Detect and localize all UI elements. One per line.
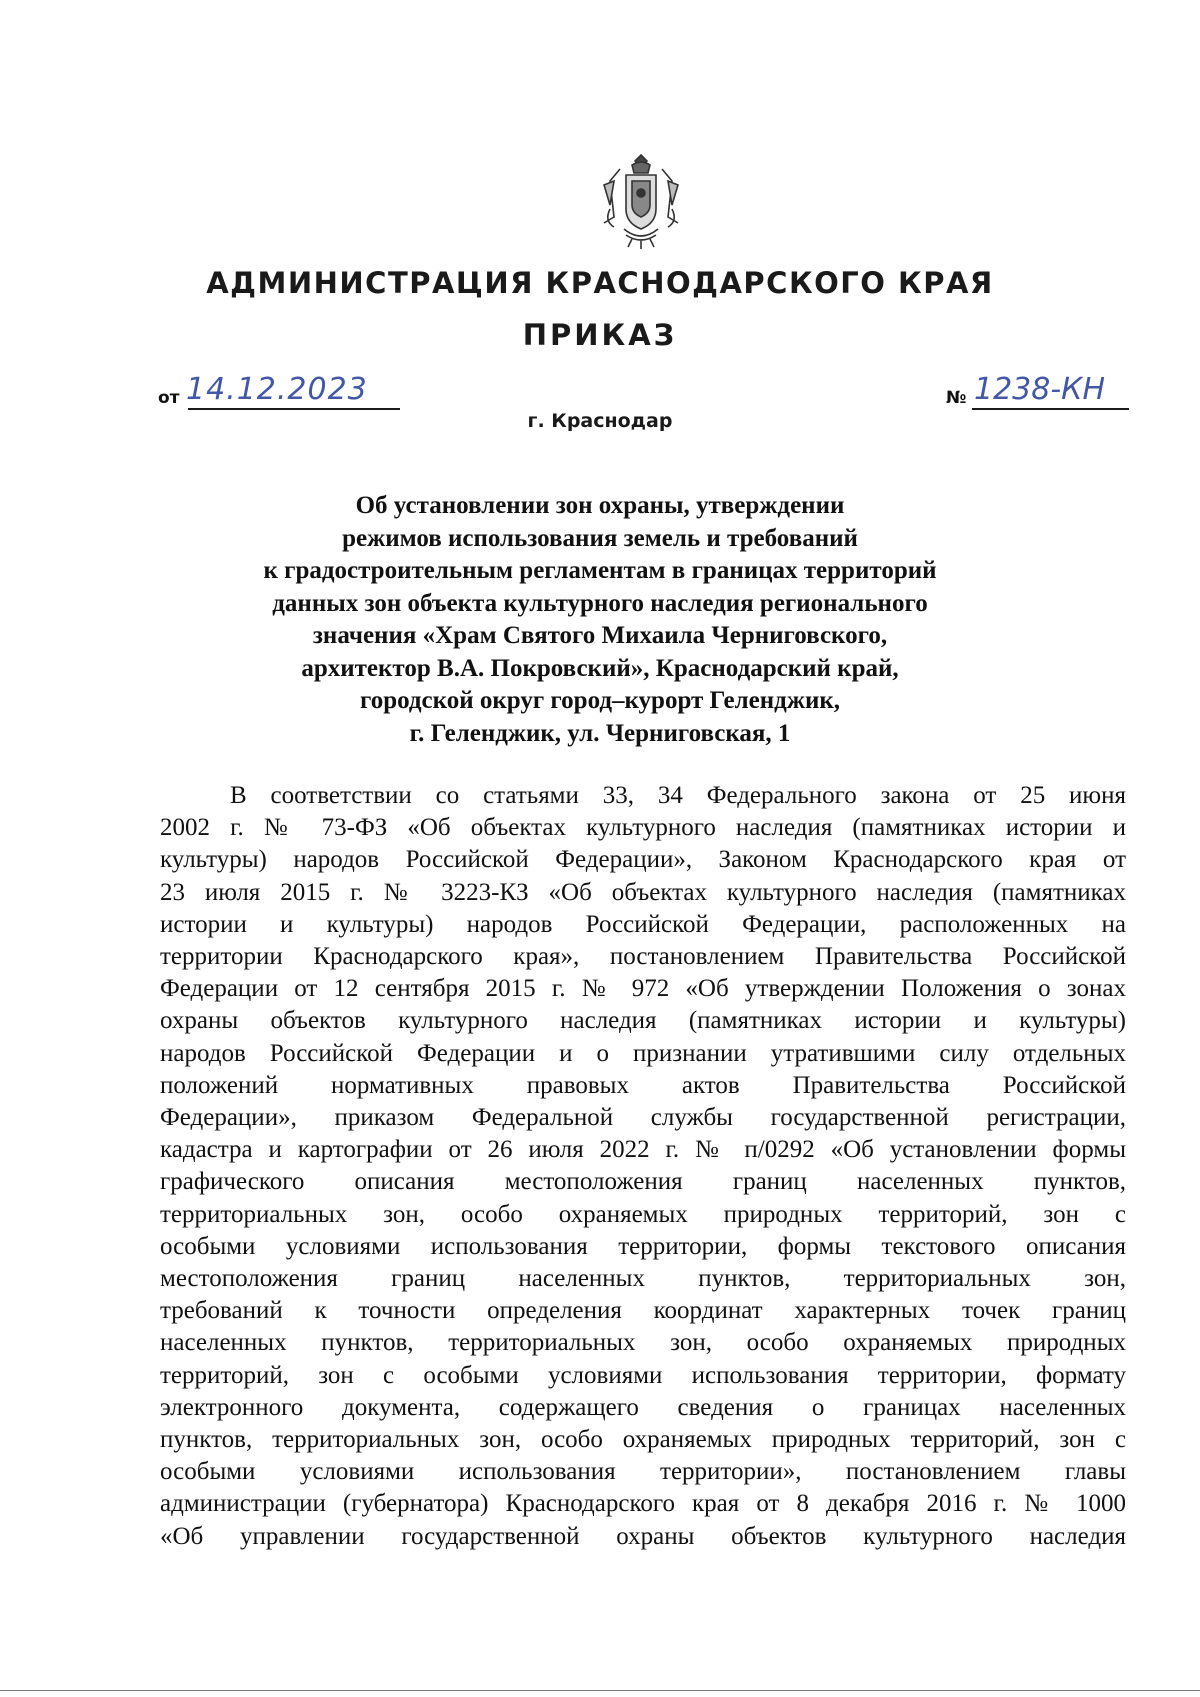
body-line: местоположения границ населенных пунктов, территориальных зон,	[160, 1265, 1126, 1293]
page-edge-line	[0, 1690, 1200, 1691]
body-line: администрации (губернатора) Краснодарского края от 8 декабря 2016 г. № 1000	[160, 1490, 1126, 1518]
number-value: 1238-КН	[974, 372, 1106, 407]
body-line: охраны объектов культурного наследия (памятниках истории и культуры)	[160, 1007, 1126, 1035]
body-line: Федерации от 12 сентября 2015 г. № 972 «Об утверждении Положения о зонах	[160, 975, 1126, 1003]
city: г. Краснодар	[527, 410, 673, 432]
body-line: особыми условиями использования территории», постановлением главы	[160, 1458, 1126, 1486]
krasnodar-coat-of-arms-icon	[596, 151, 686, 251]
body-line: электронного документа, содержащего сведения о границах населенных	[160, 1393, 1126, 1421]
body-line: народов Российской Федерации и о признании утратившими силу отдельных	[160, 1039, 1126, 1067]
title-line: архитектор В.А. Покровский», Краснодарский край,	[301, 654, 899, 682]
body-line: культуры) народов Российской Федерации», Законом Краснодарского края от	[160, 846, 1126, 874]
title-line: режимов использования земель и требований	[342, 524, 858, 552]
body-line: истории и культуры) народов Российской Федерации, расположенных на	[160, 910, 1126, 938]
body-line: территории Краснодарского края», постановлением Правительства Российской	[160, 943, 1126, 971]
body-line: кадастра и картографии от 26 июля 2022 г. № п/0292 «Об установлении формы	[160, 1136, 1126, 1164]
title-line: г. Геленджик, ул. Черниговская, 1	[409, 719, 791, 747]
document-type: ПРИКАЗ	[522, 318, 678, 352]
body-line: требований к точности определения координат характерных точек границ	[160, 1297, 1126, 1325]
organization-name: АДМИНИСТРАЦИЯ КРАСНОДАРСКОГО КРАЯ	[206, 266, 994, 300]
body-line: населенных пунктов, территориальных зон, особо охраняемых природных	[160, 1329, 1126, 1357]
title-line: значения «Храм Святого Михаила Черниговского,	[312, 622, 888, 649]
body-line: В соответствии со статьями 33, 34 Федерального закона от 25 июня	[230, 782, 1126, 809]
date-prefix: от	[158, 388, 180, 408]
title-line: городской округ город–курорт Геленджик,	[359, 687, 841, 714]
body-line: положений нормативных правовых актов Правительства Российской	[160, 1071, 1126, 1099]
document-title	[200, 490, 1000, 750]
title-line: к градостроительным регламентам в границах территорий	[263, 557, 937, 584]
body-line: Федерации», приказом Федеральной службы государственной регистрации,	[160, 1104, 1126, 1132]
body-line: пунктов, территориальных зон, особо охраняемых природных территорий, зон с	[160, 1426, 1126, 1454]
body-line: «Об управлении государственной охраны объектов культурного наследия	[160, 1522, 1126, 1550]
title-line: Об установлении зон охраны, утверждении	[355, 492, 845, 519]
date-value: 14.12.2023	[186, 372, 368, 407]
body-paragraph	[160, 780, 1126, 1553]
title-line: данных зон объекта культурного наследия регионального	[272, 589, 928, 617]
body-line: территорий, зон с особыми условиями использования территории, формату	[160, 1361, 1126, 1389]
body-line: особыми условиями использования территории, формы текстового описания	[160, 1232, 1126, 1260]
body-line: 2002 г. № 73-ФЗ «Об объектах культурного наследия (памятниках истории и	[160, 814, 1126, 842]
body-line: 23 июля 2015 г. № 3223-КЗ «Об объектах культурного наследия (памятниках	[160, 878, 1126, 906]
body-line: графического описания местоположения границ населенных пунктов,	[160, 1168, 1126, 1196]
body-line: территориальных зон, особо охраняемых природных территорий, зон с	[160, 1200, 1126, 1228]
number-prefix: №	[946, 388, 967, 408]
